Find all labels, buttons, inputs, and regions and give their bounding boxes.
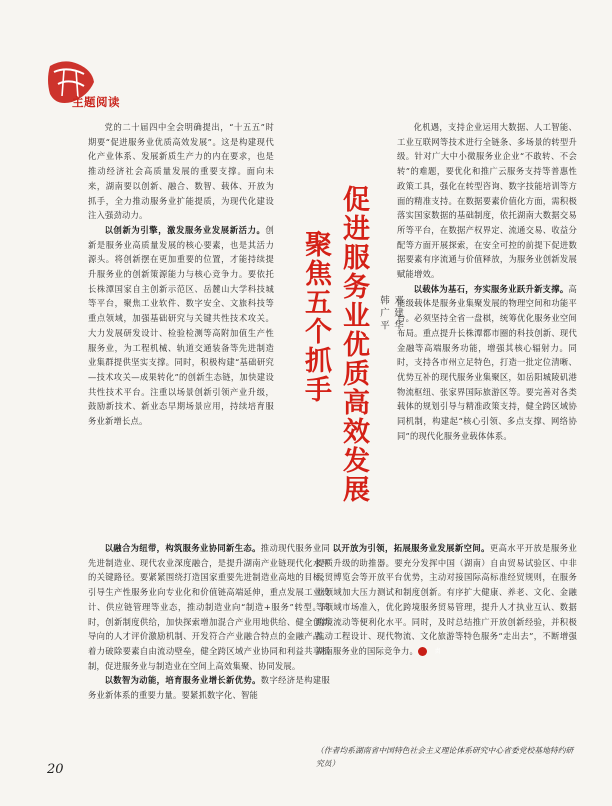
- article-title: 促进服务业优质高效发展: [338, 185, 369, 504]
- author-name: 邓建华: [392, 295, 403, 333]
- paragraph: 以数智为动能，培育服务业增长新优势。数字经济是构建服务业新体系的重要力量。要紧抓数字化、智能: [88, 675, 330, 701]
- article-subtitle: 聚焦五个抓手: [300, 230, 331, 404]
- author-note: （作者均系湖南省中国特色社会主义理论体系研究中心省委党校基地特约研究员）: [316, 746, 574, 768]
- article-title-block: [278, 185, 403, 535]
- left-column: [88, 120, 274, 429]
- right-wide-column: [316, 541, 577, 659]
- paragraph: 以融合为纽带，构筑服务业协同新生态。推动现代服务业同先进制造业、现代农业深度融合，是提升湖南产业链现代化水平的关键路径。要紧紧围绕打造国家重要先进制造业高地的目标，引导生产性服务业向专业化和价值链高端延伸，重点发展工业设计、供应链管理等业态，推动制造业向“制造+服务”转型。同时，创新制度供给，加快探索增加混合产业用地供给、健全创新导向的人才评价激励机制、开发符合产业融合特点的金融产品。着力破除要素自由流动壁垒，健全跨区域产业协同和利益共享机制，促进服务业与制造业在空间上高效集聚、协同发展。: [88, 543, 330, 671]
- end-mark-icon: 责: [418, 647, 427, 656]
- paragraph: 以载体为基石，夯实服务业跃升新支撑。高能级载体是服务业集聚发展的物理空间和功能平台。必须坚持全省一盘棋，统筹优化服务业空间布局。重点提升长株潭都市圈的科技创新、现代金融等高端服务功能，增强其核心辐射力。同时，支持各市州立足特色，打造一批定位清晰、优势互补的现代服务业集聚区，如岳阳城陵矶港物流枢纽、张家界国际旅游区等。要完善对各类载体的规划引导与精准政策支持，健全跨区域协同机制，构建起“核心引领、多点支撑、网络协同”的现代化服务业载体体系。: [397, 283, 577, 441]
- section-label: 主题阅读: [72, 95, 120, 109]
- paragraph: 化机遇，支持企业运用大数据、人工智能、工业互联网等技术进行全链条、多场景的转型升级。针对广大中小微服务业企业“不敢转、不会转”的难题，要优化和推广云服务支持等普惠性政策工具，强化在转型咨询、数字技能培训等方面的精准支持。在数据要素价值化方面，需积极落实国家数据的基础制度，依托湖南大数据交易所等平台，在数据产权界定、流通交易、收益分配等方面开展探索，在安全可控的前提下促进数据要素有序流通与价值释放，为服务业创新发展赋能增效。: [397, 122, 577, 280]
- paragraph: 以创新为引擎，激发服务业发展新活力。创新是服务业高质量发展的核心要素，也是其活力源头。将创新摆在更加重要的位置，才能持续提升服务业的创新策源能力与核心竞争力。要依托长株潭国家自主创新示范区、岳麓山大学科技城等平台，聚焦工业软件、数字安全、文旅科技等重点领域，加强基础研究与关键共性技术攻关。大力发展研发设计、检验检测等高附加值生产性服务业，为工程机械、轨道交通装备等先进制造业集群提供坚实支撑。同时，积极构建“基础研究—技术攻关—成果转化”的创新生态链，加快建设共性技术平台。注重以场景创新引领产业升级，鼓励新技术、新业态早期场景应用，持续培育服务业新增长点。: [88, 224, 274, 427]
- paragraph: 以开放为引领，拓展服务业发展新空间。更高水平开放是服务业提质升级的助推器。要充分发挥中国（湖南）自由贸易试验区、中非经贸博览会等开放平台优势，主动对接国际高标准经贸规则，在服务业领域加大压力测试和制度创新。有序扩大健康、养老、文化、金融等领域市场准入，优化跨境服务贸易管理，提升人才执业互认、数据跨境流动等便利化水平。同时，及时总结推广开放创新经验，并积极推动工程设计、现代物流、文化旅游等特色服务“走出去”，不断增强湖南服务业的国际竞争力。 责: [316, 543, 577, 656]
- paragraph: 党的二十届四中全会明确提出，“十五五”时期要“促进服务业优质高效发展”。这是构建现代化产业体系、发展新质生产力的内在要求，也是推动经济社会高质量发展的重要支撑。面向未来，湖南要以创新、融合、数智、载体、开放为抓手，全力推动服务业扩能提质，为现代化建设注入强劲动力。: [88, 122, 274, 221]
- page-number: 20: [47, 762, 64, 777]
- left-wide-column: [88, 541, 330, 703]
- right-column: [397, 120, 577, 443]
- author-name: 韩广平: [378, 295, 389, 333]
